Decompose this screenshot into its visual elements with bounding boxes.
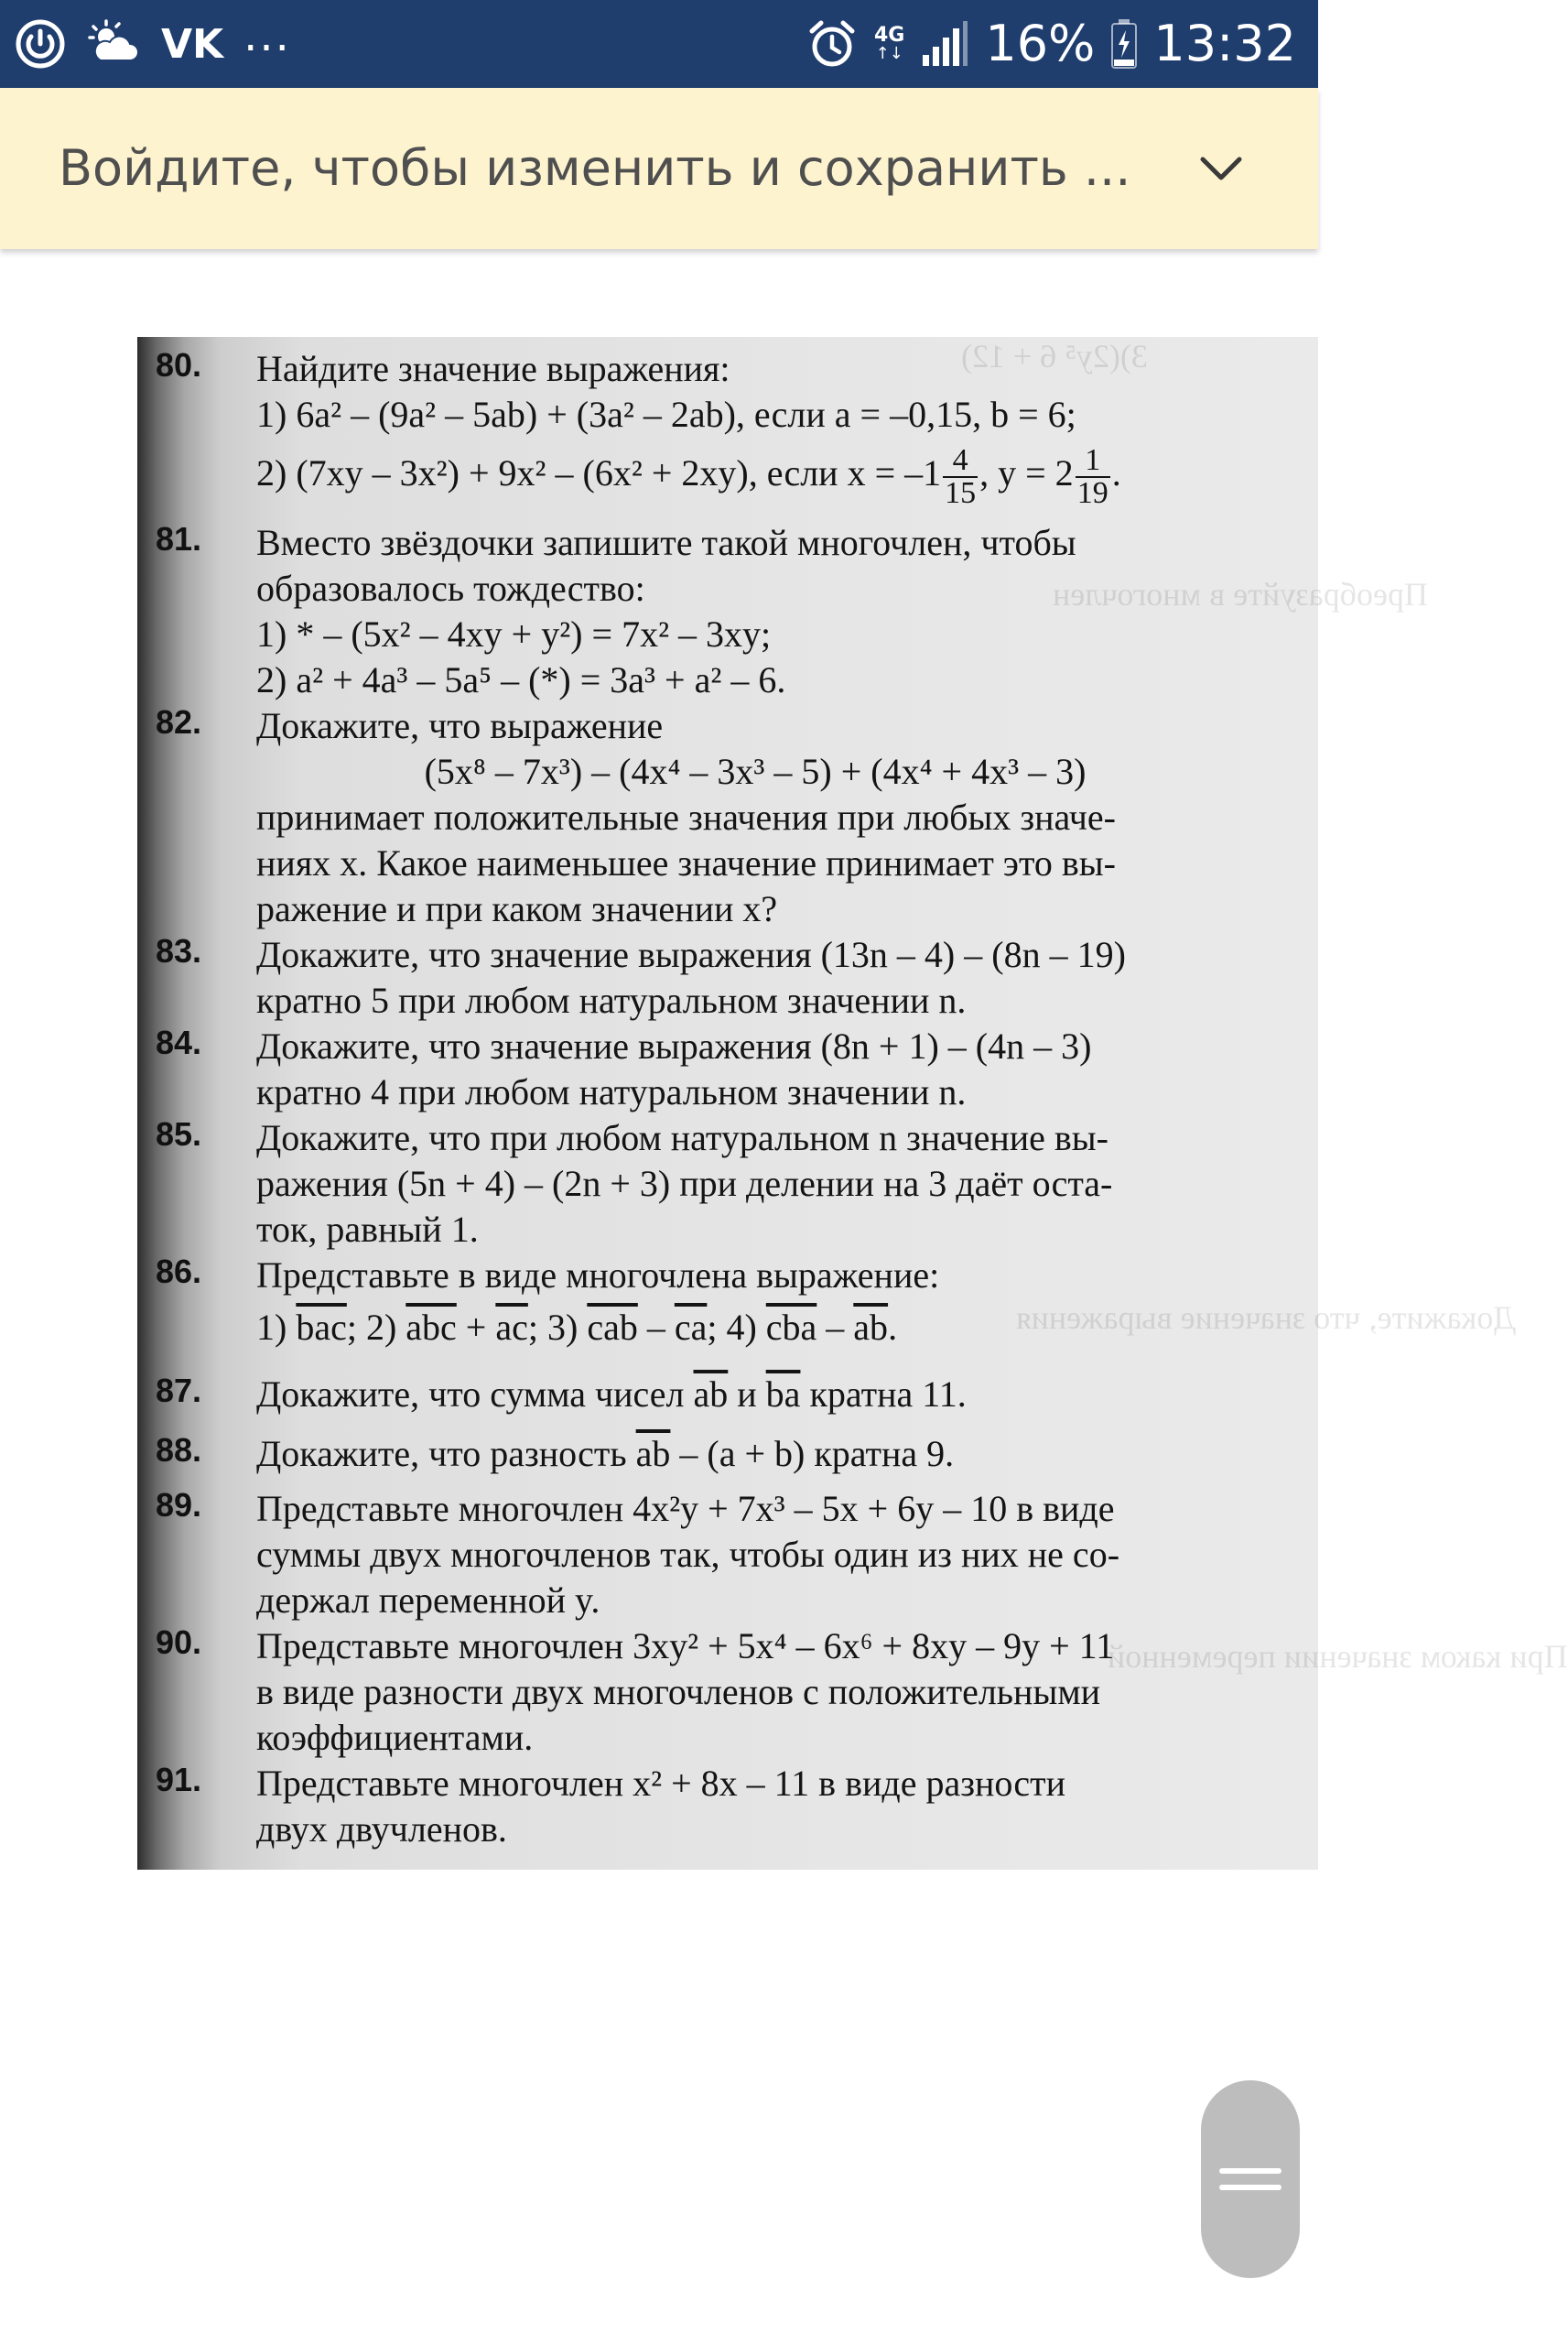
problem-line: ражение и при каком значении x?	[256, 888, 778, 929]
problem-line: суммы двух многочленов так, чтобы один из них не со-	[256, 1534, 1120, 1575]
expression-text: –	[816, 1307, 854, 1348]
problem-line: ражения (5n + 4) – (2n + 3) при делении на 3 даёт оста-	[256, 1163, 1113, 1204]
problem-line: образовалось тождество:	[256, 568, 645, 609]
problem-number: 82.	[156, 703, 202, 741]
problem-line: коэффициентами.	[256, 1717, 534, 1758]
fraction	[1076, 442, 1110, 510]
clock: 13:32	[1153, 15, 1296, 72]
expression-text: 1)	[256, 1307, 297, 1348]
problem-line: 1) * – (5x² – 4xy + y²) = 7x² – 3xy;	[256, 613, 772, 655]
login-banner-text: Войдите, чтобы изменить и сохранить ...	[59, 139, 1131, 197]
problem-line: держал переменной y.	[256, 1579, 600, 1621]
problem-body	[256, 1253, 1309, 1357]
problem-line: кратно 4 при любом натуральном значении n.	[256, 1071, 967, 1112]
problem-number: 85.	[156, 1115, 202, 1153]
problem-line: Представьте многочлен 3xy² + 5x⁴ – 6x⁶ + 8xy – 9y + 11	[256, 1625, 1115, 1666]
status-bar	[0, 0, 1318, 88]
overlined-number: $\overline{ab}$	[635, 1433, 671, 1474]
problem-body	[256, 1372, 1309, 1417]
expression-text: –	[637, 1307, 675, 1348]
weather-cloud-sun-icon	[86, 18, 141, 70]
problem-line-with-fractions	[256, 438, 1309, 509]
problem-body	[256, 1486, 1309, 1623]
expression-text: ; 2)	[346, 1307, 406, 1348]
battery-charging-icon	[1111, 19, 1137, 69]
scroll-handle-grip-line	[1219, 2168, 1281, 2174]
fraction-numerator: 1	[1076, 445, 1110, 478]
overlined-number: $\overline{abc}$	[406, 1307, 457, 1348]
chevron-down-icon[interactable]	[1190, 137, 1252, 200]
problem-line: Докажите, что значение выражения (13n – 4) – (8n – 19)	[256, 934, 1126, 975]
problem-number: 80.	[156, 346, 202, 384]
problem-line: ниях x. Какое наименьшее значение принимает это вы-	[256, 842, 1117, 884]
problem-number: 86.	[156, 1253, 202, 1290]
problem-line: 2) a² + 4a³ – 5a⁵ – (*) = 3a³ + a² – 6.	[256, 659, 786, 700]
overlined-number: $\overline{ac}$	[495, 1307, 528, 1348]
scroll-handle-icon[interactable]	[1201, 2080, 1300, 2278]
problem-body	[256, 1024, 1309, 1115]
overlined-number: $\overline{ab}$	[853, 1307, 889, 1348]
expression-text: и	[728, 1373, 766, 1415]
centered-expression: (5x⁸ – 7x³) – (4x⁴ – 3x³ – 5) + (4x⁴ + 4x³ – 3)	[424, 751, 1087, 792]
problem-line: Представьте в виде многочлена выражение:	[256, 1254, 940, 1296]
problem-line: Вместо звёздочки запишите такой многочлен, чтобы	[256, 522, 1076, 563]
vk-icon: VK	[161, 20, 224, 68]
problem-body	[256, 932, 1309, 1024]
problem-line: в виде разности двух многочленов с положительными	[256, 1671, 1101, 1712]
overlined-number: $\overline{ca}$	[674, 1307, 708, 1348]
expression-text: ; 3)	[527, 1307, 588, 1348]
problem-body	[256, 1761, 1309, 1852]
expression-text: .	[1111, 452, 1121, 494]
problem-line: Представьте многочлен 4x²y + 7x³ – 5x + 6y – 10 в виде	[256, 1488, 1115, 1529]
bleed-through-texture: При каком значении переменной	[1108, 1638, 1568, 1675]
expression-text: 2) (7xy – 3x²) + 9x² – (6x² + 2xy), если x = –1	[256, 452, 942, 494]
problem-line: Представьте многочлен x² + 8x – 11 в виде разности	[256, 1763, 1066, 1804]
problem-body	[256, 520, 1309, 703]
problem-line-overlined	[256, 1372, 1309, 1417]
problem-body	[256, 703, 1309, 932]
expression-text: – (a + b) кратна 9.	[670, 1433, 955, 1474]
problem-body	[256, 1115, 1309, 1253]
sync-icon	[15, 18, 66, 70]
problem-body	[256, 1431, 1309, 1477]
alarm-icon	[806, 18, 858, 70]
network-4g-icon: 4G ↑↓	[873, 24, 905, 63]
expression-text: кратна 11.	[800, 1373, 967, 1415]
expression-text: , y = 2	[979, 452, 1074, 494]
expression-text: Докажите, что разность	[256, 1433, 636, 1474]
signal-icon	[921, 20, 968, 68]
problem-number: 83.	[156, 932, 202, 970]
problem-number: 88.	[156, 1431, 202, 1469]
problem-line: Докажите, что выражение	[256, 705, 664, 746]
overlined-number: $\overline{bac}$	[296, 1307, 347, 1348]
problem-number: 87.	[156, 1372, 202, 1409]
overlined-number: $\overline{ba}$	[765, 1373, 801, 1415]
problem-number: 91.	[156, 1761, 202, 1798]
expression-text: ; 4)	[707, 1307, 766, 1348]
more-notifications-icon: ...	[243, 10, 291, 61]
scroll-handle-grip-line	[1219, 2185, 1281, 2190]
problem-number: 90.	[156, 1623, 202, 1661]
battery-percent: 16%	[985, 15, 1096, 72]
expression-text: Докажите, что сумма чисел	[256, 1373, 694, 1415]
problem-line: ток, равный 1.	[256, 1209, 479, 1250]
problem-line: 1) 6a² – (9a² – 5ab) + (3a² – 2ab), если a = –0,15, b = 6;	[256, 394, 1076, 435]
fraction	[943, 442, 978, 510]
problem-body	[256, 1623, 1309, 1761]
bleed-through-texture: Преобразуйте в многочлен	[1053, 576, 1429, 613]
overlined-number: $\overline{ab}$	[693, 1373, 729, 1415]
scanned-page-image	[137, 337, 1568, 1870]
status-bar-left	[15, 0, 291, 88]
problem-body	[256, 346, 1309, 509]
problem-line-overlined	[256, 1298, 1309, 1357]
status-bar-right	[806, 0, 1296, 88]
problem-line: кратно 5 при любом натуральном значении n.	[256, 980, 967, 1021]
problem-number: 81.	[156, 520, 202, 558]
problem-line: Докажите, что при любом натуральном n значение вы-	[256, 1117, 1108, 1158]
problem-line-overlined	[256, 1431, 1309, 1477]
bleed-through-texture: 3)(2y⁵ 6 + 12)	[961, 338, 1148, 374]
expression-text: +	[456, 1307, 496, 1348]
login-banner[interactable]	[0, 88, 1318, 249]
problem-number: 84.	[156, 1024, 202, 1061]
overlined-number: $\overline{cab}$	[587, 1307, 638, 1348]
fraction-denominator: 19	[1076, 475, 1108, 510]
problem-line: двух двучленов.	[256, 1808, 507, 1850]
expression-text: .	[888, 1307, 898, 1348]
problem-line: Найдите значение выражения:	[256, 348, 730, 389]
fraction-numerator: 4	[943, 445, 978, 478]
problem-number: 89.	[156, 1486, 202, 1524]
bleed-through-texture: Докажите, что значение выражения	[1016, 1299, 1516, 1336]
fraction-denominator: 15	[945, 475, 977, 510]
problem-line: Докажите, что значение выражения (8n + 1) – (4n – 3)	[256, 1026, 1092, 1067]
problem-line: принимает положительные значения при любых значе-	[256, 797, 1116, 838]
overlined-number: $\overline{cba}$	[765, 1307, 817, 1348]
